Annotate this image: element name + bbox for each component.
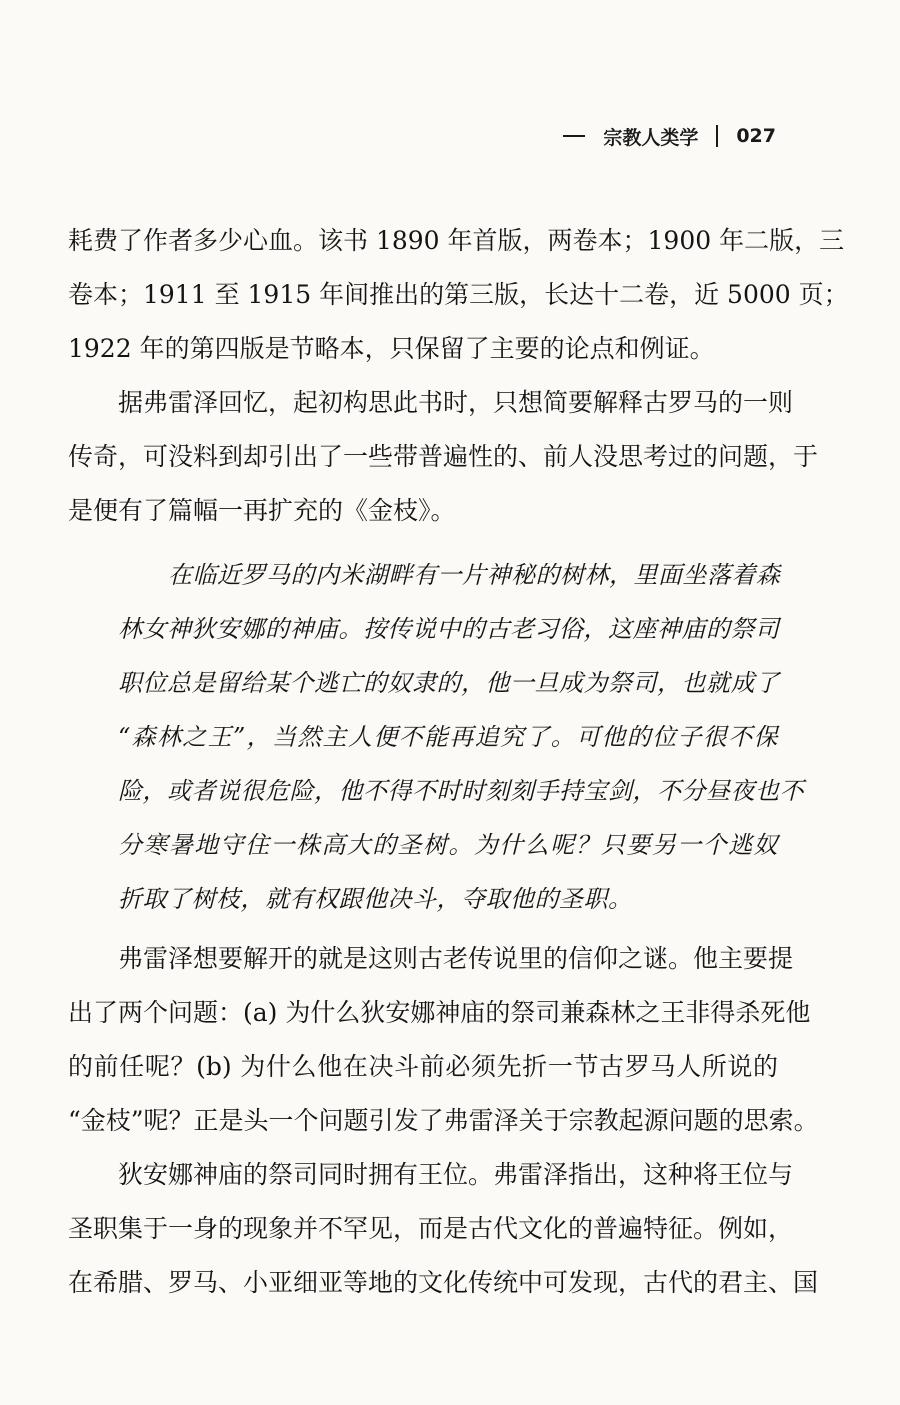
quote-line: 在临近罗马的内米湖畔有一片神秘的树林，里面坐落着森 (168, 561, 781, 589)
text-line: 出了两个问题：(a) 为什么狄安娜神庙的祭司兼森林之王非得杀死他 (68, 998, 811, 1027)
text-line: 耗费了作者多少心血。该书 1890 年首版，两卷本；1900 年二版，三 (68, 226, 845, 255)
quote-line: 险，或者说很危险，他不得不时时刻刻手持宝剑，不分昼夜也不 (118, 777, 804, 805)
quote-line: 分寒暑地守住一株高大的圣树。为什么呢？只要另一个逃奴 (118, 831, 778, 859)
quote-line: 职位总是留给某个逃亡的奴隶的，他一旦成为祭司，也就成了 (118, 669, 780, 697)
section-title: 宗教人类学 (603, 126, 699, 149)
paragraph-2 (68, 376, 819, 538)
text-line: 狄安娜神庙的祭司同时拥有王位。弗雷泽指出，这种将王位与 (118, 1160, 794, 1189)
quote-line: “森林之王”，当然主人便不能再追究了。可他的位子很不保 (118, 723, 778, 751)
running-head (563, 120, 776, 152)
text-line: 弗雷泽想要解开的就是这则古老传说里的信仰之谜。他主要提 (118, 944, 794, 973)
page-number: 027 (736, 125, 776, 147)
text-line: 据弗雷泽回忆，起初构思此书时，只想简要解释古罗马的一则 (118, 388, 794, 417)
text-line: 1922 年的第四版是节略本，只保留了主要的论点和例证。 (68, 334, 715, 363)
text-line: 是便有了篇幅一再扩充的《金枝》。 (68, 496, 456, 525)
text-line: 传奇，可没料到却引出了一些带普遍性的、前人没思考过的问题，于 (68, 442, 819, 471)
block-quote (118, 548, 804, 926)
text-line: 圣职集于一身的现象并不罕见，而是古代文化的普遍特征。例如， (68, 1214, 794, 1243)
quote-line: 折取了树枝，就有权跟他决斗，夺取他的圣职。 (118, 885, 633, 913)
dash-divider (563, 135, 585, 137)
text-line: 的前任呢？(b) 为什么他在决斗前必须先折一节古罗马人所说的 (68, 1052, 778, 1081)
text-line: 在希腊、罗马、小亚细亚等地的文化传统中可发现，古代的君主、国 (68, 1268, 819, 1297)
quote-line: 林女神狄安娜的神庙。按传说中的古老习俗，这座神庙的祭司 (118, 615, 780, 643)
paragraph-1 (68, 214, 849, 376)
paragraph-4 (68, 1148, 819, 1310)
paragraph-3 (68, 932, 819, 1148)
text-line: 卷本；1911 至 1915 年间推出的第三版，长达十二卷，近 5000 页； (68, 280, 849, 309)
vertical-separator (716, 125, 718, 147)
text-line: “金枝”呢？正是头一个问题引发了弗雷泽关于宗教起源问题的思索。 (68, 1106, 819, 1135)
